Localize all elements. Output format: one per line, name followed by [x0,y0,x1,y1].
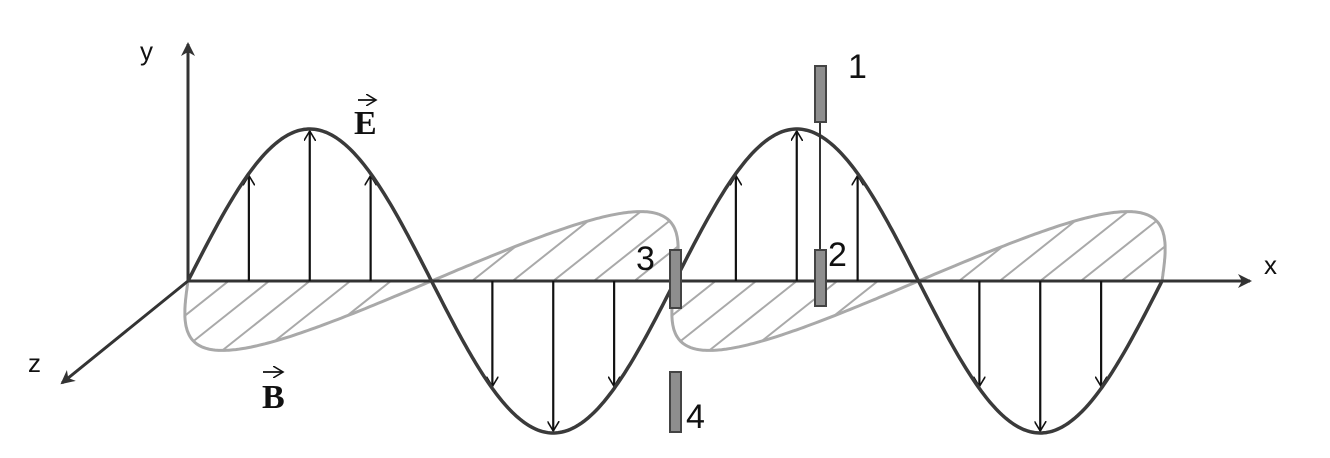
e-vector-label [354,100,377,142]
b-field-hatch [275,281,351,341]
b-field-hatch [194,281,270,341]
antenna-3 [670,250,681,308]
b-field-hatch [1081,221,1157,281]
z-axis-label: z [28,348,41,378]
b-field-hatch [185,281,229,316]
e-vector-text: E [354,105,377,142]
antenna-4 [670,372,681,432]
antenna-1-label: 1 [848,48,867,86]
b-field-hatch [681,281,757,341]
b-vector-label [262,372,285,416]
antenna-4-label: 4 [686,398,705,436]
y-axis-label: y [140,36,153,66]
b-vector-text: B [262,379,285,416]
b-field-hatch [1040,212,1127,281]
b-field-hatch [834,281,878,316]
b-field-hatch [553,212,640,281]
b-field-hatch [347,281,391,316]
b-field-hatch [222,281,309,350]
b-field-hatch [472,246,516,281]
b-field-hatch [1121,246,1165,281]
b-field-hatch [513,221,589,281]
b-field-hatch [709,281,796,350]
antenna-1 [815,66,826,122]
antenna-2-label: 2 [828,236,847,274]
b-field-hatch [1000,221,1076,281]
b-field-hatch [959,246,1003,281]
x-axis-label: x [1264,250,1277,280]
z-axis [62,281,188,383]
b-field-hatch [594,221,670,281]
antenna-2 [815,250,826,306]
antenna-3-label: 3 [636,240,655,278]
